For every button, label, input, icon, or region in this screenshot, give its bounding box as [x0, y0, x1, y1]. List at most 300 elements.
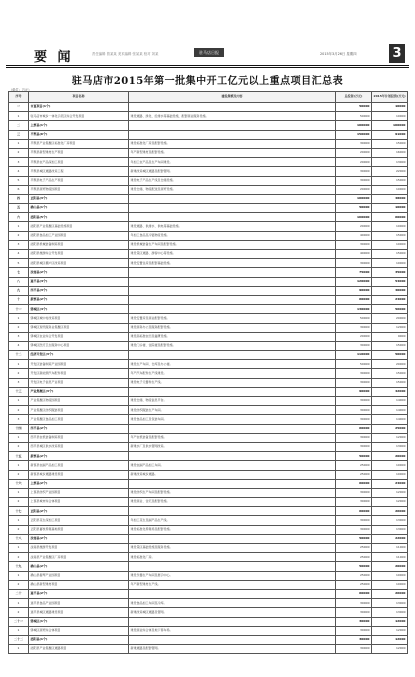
total-investment: 30000: [336, 397, 372, 406]
row-number: 1: [9, 461, 29, 470]
project-content: [129, 452, 336, 461]
total-investment: 90000: [336, 286, 372, 295]
project-content: 新建水厂及供水管网改造。: [129, 442, 336, 451]
project-content: [129, 103, 336, 112]
total-investment: 25000: [336, 544, 372, 553]
table-row: [9, 360, 408, 369]
project-content: [129, 507, 336, 516]
row-number: 2: [9, 498, 29, 507]
subtotal-row: [9, 121, 408, 130]
row-number: 6: [9, 185, 29, 194]
planned-investment: 11000: [372, 553, 408, 562]
row-number: 1: [9, 645, 29, 654]
project-content: 新建道路及配套管网。: [129, 645, 336, 654]
subtotal-row: [9, 589, 408, 598]
table-row: [9, 369, 408, 378]
project-name: 汝南县(2个): [29, 268, 129, 277]
row-number: 十五: [9, 452, 29, 461]
total-investment: 30000: [336, 167, 372, 176]
row-number: 3: [9, 158, 29, 167]
total-investment: 50000: [336, 534, 372, 543]
row-number: 2: [9, 442, 29, 451]
subtotal-row: [9, 424, 408, 433]
table-row: [9, 112, 408, 121]
project-content: [129, 635, 336, 644]
total-investment: 30000: [336, 341, 372, 350]
table-row: [9, 240, 408, 249]
row-number: 4: [9, 167, 29, 176]
project-name: 西平县(3个): [29, 286, 129, 295]
table-row: [9, 553, 408, 562]
planned-investment: 40000: [372, 286, 408, 295]
total-investment: 30000: [336, 635, 372, 644]
project-name: 确山县提琴产业园项目: [29, 571, 129, 580]
row-number: 1: [9, 571, 29, 580]
row-number: 2: [9, 553, 29, 562]
row-number: 一: [9, 103, 29, 112]
project-content: [129, 534, 336, 543]
planned-investment: 20000: [372, 452, 408, 461]
row-number: 十: [9, 295, 29, 304]
page-number: 3: [389, 44, 405, 63]
planned-investment: 15000: [372, 176, 408, 185]
row-number: 十九: [9, 562, 29, 571]
project-name: 正阳县畜牧养殖基地项目: [29, 525, 129, 534]
project-content: 建设农副产品加工车间。: [129, 461, 336, 470]
project-content: 建设安置住房及配套基础设施。: [129, 259, 336, 268]
total-investment: 110000: [336, 351, 372, 360]
row-number: 二十二: [9, 635, 29, 644]
planned-investment: 24000: [372, 479, 408, 488]
project-content: 建设电子产品生产线及仓储设施。: [129, 176, 336, 185]
table-row: [9, 608, 408, 617]
project-name: 平舆县城区道路改造工程: [29, 167, 129, 176]
row-number: 2: [9, 406, 29, 415]
project-name: 驿城区商贸综合体项目: [29, 626, 129, 635]
total-investment: 40000: [336, 231, 372, 240]
subtotal-row: [9, 286, 408, 295]
planned-investment: 12000: [372, 617, 408, 626]
section-title: 要 闻: [34, 50, 74, 65]
project-name: 平舆县农产品深加工项目: [29, 158, 129, 167]
subtotal-row: [9, 534, 408, 543]
table-row: [9, 525, 408, 534]
table-row: [9, 488, 408, 497]
subtotal-row: [9, 387, 408, 396]
total-investment: 30000: [336, 176, 372, 185]
project-content: [129, 277, 336, 286]
project-content: 年产新型建材及配套设施。: [129, 148, 336, 157]
row-number: 二十一: [9, 617, 29, 626]
total-investment: 50000: [336, 204, 372, 213]
project-content: [129, 424, 336, 433]
row-number: 五: [9, 204, 29, 213]
col-header-total: 总投资(万元): [336, 92, 372, 103]
project-name: 正阳县(3个): [29, 194, 129, 203]
planned-investment: 48000: [372, 194, 408, 203]
planned-investment: 10000: [372, 222, 408, 231]
row-number: 1: [9, 516, 29, 525]
row-number: 六: [9, 213, 29, 222]
row-number: 十八: [9, 534, 29, 543]
total-investment: 25000: [336, 470, 372, 479]
total-investment: 30000: [336, 323, 372, 332]
planned-investment: 12000: [372, 626, 408, 635]
project-content: 建设高标准农田及灌溉设施。: [129, 332, 336, 341]
row-number: 2: [9, 148, 29, 157]
row-number: 2: [9, 580, 29, 589]
planned-investment: 60000: [372, 213, 408, 222]
planned-investment: 22000: [372, 167, 408, 176]
planned-investment: 13000: [372, 442, 408, 451]
page-header: [0, 43, 415, 65]
planned-investment: 13000: [372, 516, 408, 525]
planned-investment: 91000: [372, 130, 408, 139]
row-number: 1: [9, 222, 29, 231]
total-investment: 20000: [336, 332, 372, 341]
total-investment: 60000: [336, 589, 372, 598]
row-number: 十七: [9, 507, 29, 516]
row-number: 3: [9, 415, 29, 424]
total-investment: 90000: [336, 387, 372, 396]
project-content: 年产农机装备及配套设施。: [129, 433, 336, 442]
table-row: [9, 433, 408, 442]
table-row: [9, 580, 408, 589]
total-investment: 30000: [336, 433, 372, 442]
project-name: 平舆县(6个): [29, 130, 129, 139]
total-investment: 30000: [336, 139, 372, 148]
project-name: 确山县(2个): [29, 562, 129, 571]
project-content: [129, 479, 336, 488]
row-number: 3: [9, 240, 29, 249]
project-name: 驿城区现代服务业集聚区项目: [29, 323, 129, 332]
col-header-name: 项目名称: [29, 92, 129, 103]
row-number: 七: [9, 268, 29, 277]
total-investment: 20000: [336, 222, 372, 231]
project-content: 建设景区基础设施及服务设施。: [129, 544, 336, 553]
table-row: [9, 341, 408, 350]
project-name: 上蔡县(1个): [29, 121, 129, 130]
row-number: 1: [9, 139, 29, 148]
project-content: 新建改造城乡道路。: [129, 470, 336, 479]
planned-investment: 13000: [372, 158, 408, 167]
project-content: [129, 286, 336, 295]
total-investment: 30000: [336, 626, 372, 635]
project-name: 汝南县(2个): [29, 534, 129, 543]
planned-investment: 15000: [372, 231, 408, 240]
planned-investment: 20000: [372, 360, 408, 369]
header-rule: [6, 65, 409, 66]
total-investment: 25000: [336, 580, 372, 589]
total-investment: 60000: [336, 424, 372, 433]
project-name: 平舆县商贸物流园项目: [29, 185, 129, 194]
table-row: [9, 332, 408, 341]
table-row: [9, 442, 408, 451]
row-number: 2: [9, 470, 29, 479]
table-row: [9, 222, 408, 231]
total-investment: 25000: [336, 461, 372, 470]
table-row: [9, 185, 408, 194]
project-content: 年加工农产品及生产车间建设。: [129, 158, 336, 167]
table-row: [9, 378, 408, 387]
subtotal-row: [9, 103, 408, 112]
project-content: 建设道路、供排水、供电等基础设施。: [129, 222, 336, 231]
row-number: 2: [9, 369, 29, 378]
project-name: 产业集聚区纺织服装项目: [29, 406, 129, 415]
project-content: 建设仓储、物流信息平台。: [129, 397, 336, 406]
row-number: 1: [9, 360, 29, 369]
planned-investment: 20000: [372, 562, 408, 571]
total-investment: 30000: [336, 645, 372, 654]
project-content: 建设景区道路、游客中心等设施。: [129, 250, 336, 259]
planned-investment: 10000: [372, 204, 408, 213]
total-investment: 30000: [336, 599, 372, 608]
total-investment: 60000: [336, 479, 372, 488]
project-name: 汝南县产业集聚区厂房项目: [29, 553, 129, 562]
project-name: 确山县新型建材项目: [29, 580, 129, 589]
planned-investment: 14000: [372, 397, 408, 406]
document-title: 驻马店市2015年第一批集中开工亿元以上重点项目汇总表: [71, 76, 344, 87]
table-row: [9, 599, 408, 608]
total-investment: 50000: [336, 112, 372, 121]
total-investment: 100000: [336, 121, 372, 130]
table-row: [9, 259, 408, 268]
table-body: [9, 103, 408, 654]
row-number: 1: [9, 544, 29, 553]
planned-investment: 42000: [372, 387, 408, 396]
planned-investment: 12000: [372, 498, 408, 507]
project-content: 年产汽车配件生产线建设。: [129, 369, 336, 378]
row-number: 1: [9, 112, 29, 121]
planned-investment: 26000: [372, 589, 408, 598]
total-investment: 30000: [336, 442, 372, 451]
planned-investment: 10000: [372, 580, 408, 589]
planned-investment: 56000: [372, 305, 408, 314]
table-row: [9, 176, 408, 185]
row-number: 十四: [9, 424, 29, 433]
project-content: 建设门诊楼、住院楼及配套设施。: [129, 341, 336, 350]
total-investment: 25000: [336, 571, 372, 580]
project-content: [129, 268, 336, 277]
project-content: 建设安置房及商业配套设施。: [129, 314, 336, 323]
total-investment: 30000: [336, 406, 372, 415]
planned-investment: 12000: [372, 433, 408, 442]
row-number: 4: [9, 250, 29, 259]
project-content: [129, 351, 336, 360]
project-content: 年产新型建材生产线。: [129, 580, 336, 589]
project-name: 产业集聚区物流园项目: [29, 397, 129, 406]
table-row: [9, 626, 408, 635]
total-investment: 20000: [336, 158, 372, 167]
planned-investment: 12000: [372, 323, 408, 332]
project-content: 年加工花生及副产品生产线。: [129, 516, 336, 525]
planned-investment: 10000: [372, 461, 408, 470]
row-number: 十六: [9, 479, 29, 488]
col-header-plan: 2015年计划投资(万元): [372, 92, 408, 103]
col-header-number: 序号: [9, 92, 29, 103]
project-name: 泌阳县(1个): [29, 635, 129, 644]
project-content: [129, 204, 336, 213]
planned-investment: 24000: [372, 295, 408, 304]
table-row: [9, 250, 408, 259]
project-name: 驿城区城中村改造项目: [29, 314, 129, 323]
total-investment: 30000: [336, 378, 372, 387]
project-table: [8, 91, 408, 654]
planned-investment: 13000: [372, 599, 408, 608]
row-number: 1: [9, 433, 29, 442]
project-name: 西平县农机装备制造项目: [29, 433, 129, 442]
project-name: 驿城区农业综合开发项目: [29, 332, 129, 341]
total-investment: 25000: [336, 553, 372, 562]
table-row: [9, 231, 408, 240]
planned-investment: 20000: [372, 314, 408, 323]
project-name: 平舆县产业集聚区标准化厂房项目: [29, 139, 129, 148]
table-row: [9, 158, 408, 167]
project-name: 市直项目(1个): [29, 103, 129, 112]
table-row: [9, 415, 408, 424]
project-name: 开发区新能源汽车配件项目: [29, 369, 129, 378]
project-content: 建设商业、住宅及配套设施。: [129, 498, 336, 507]
planned-investment: 13000: [372, 525, 408, 534]
planned-investment: 10000: [372, 240, 408, 249]
planned-investment: 11000: [372, 544, 408, 553]
row-number: 八: [9, 277, 29, 286]
subtotal-row: [9, 635, 408, 644]
project-name: 遂平县(2个): [29, 589, 129, 598]
unit-label: （单位：万元）: [9, 88, 32, 92]
total-investment: 20000: [336, 185, 372, 194]
project-name: 正阳县(2个): [29, 507, 129, 516]
project-content: [129, 305, 336, 314]
planned-investment: 10000: [372, 112, 408, 121]
total-investment: 130000: [336, 305, 372, 314]
planned-investment: 26000: [372, 507, 408, 516]
planned-investment: 10000: [372, 259, 408, 268]
planned-investment: 14000: [372, 406, 408, 415]
project-name: 平舆县电子产品生产项目: [29, 176, 129, 185]
total-investment: 30000: [336, 369, 372, 378]
project-content: 建设商业综合体及地下停车场。: [129, 626, 336, 635]
project-content: 年加工食品及冷链物流设施。: [129, 231, 336, 240]
table-row: [9, 397, 408, 406]
project-name: 驿城区医疗卫生服务中心项目: [29, 341, 129, 350]
total-investment: 150000: [336, 130, 372, 139]
table-header-row: [9, 92, 408, 103]
project-content: 建设机械装备生产车间及配套设施。: [129, 240, 336, 249]
project-content: [129, 295, 336, 304]
project-content: 建设纺织服装生产车间。: [129, 406, 336, 415]
total-investment: 50000: [336, 562, 372, 571]
project-name: 新蔡县农副产品加工项目: [29, 461, 129, 470]
subtotal-row: [9, 305, 408, 314]
planned-investment: 15000: [372, 341, 408, 350]
project-name: 产业集聚区(3个): [29, 387, 129, 396]
row-number: 5: [9, 259, 29, 268]
subtotal-row: [9, 479, 408, 488]
row-number: 三: [9, 130, 29, 139]
header-rule-thin: [6, 67, 409, 68]
row-number: 1: [9, 599, 29, 608]
subtotal-row: [9, 194, 408, 203]
planned-investment: 12000: [372, 635, 408, 644]
subtotal-row: [9, 295, 408, 304]
subtotal-row: [9, 204, 408, 213]
planned-investment: 15000: [372, 378, 408, 387]
planned-investment: 50000: [372, 351, 408, 360]
project-name: 新蔡县(2个): [29, 295, 129, 304]
project-name: 泌阳县(5个): [29, 213, 129, 222]
project-name: 泌阳县城区棚户区改造项目: [29, 259, 129, 268]
project-content: 建设食品加工及包装车间。: [129, 415, 336, 424]
subtotal-row: [9, 130, 408, 139]
row-number: 二: [9, 121, 29, 130]
project-content: 新建改造城区道路及配套管网。: [129, 167, 336, 176]
project-content: [129, 121, 336, 130]
issue-date: 2015年3月26日 星期四: [320, 52, 357, 56]
project-content: 新建改造城区道路及管网。: [129, 608, 336, 617]
project-content: 建设生产车间、仓库及办公楼。: [129, 360, 336, 369]
row-number: 二十: [9, 589, 29, 598]
table-row: [9, 323, 408, 332]
table-row: [9, 167, 408, 176]
row-number: 2: [9, 231, 29, 240]
total-investment: 50000: [336, 314, 372, 323]
planned-investment: 10000: [372, 103, 408, 112]
project-name: 汝南县旅游开发项目: [29, 544, 129, 553]
subtotal-row: [9, 277, 408, 286]
total-investment: 30000: [336, 516, 372, 525]
row-number: 5: [9, 176, 29, 185]
total-investment: 30000: [336, 608, 372, 617]
planned-investment: 54000: [372, 277, 408, 286]
planned-investment: 13000: [372, 608, 408, 617]
row-number: 2: [9, 323, 29, 332]
row-number: 1: [9, 397, 29, 406]
table-row: [9, 645, 408, 654]
project-name: 上蔡县纺织产业园项目: [29, 488, 129, 497]
subtotal-row: [9, 617, 408, 626]
planned-investment: 12000: [372, 645, 408, 654]
project-name: 上蔡县城市综合体项目: [29, 498, 129, 507]
project-content: 建设食品加工车间及冷库。: [129, 599, 336, 608]
planned-investment: 100000: [372, 121, 408, 130]
planned-investment: 15000: [372, 139, 408, 148]
project-content: 建设纺织生产车间及配套设施。: [129, 488, 336, 497]
total-investment: 30000: [336, 498, 372, 507]
newspaper-logo: 驻马店日报: [194, 48, 224, 57]
project-name: 驿城区(1个): [29, 617, 129, 626]
total-investment: 30000: [336, 240, 372, 249]
subtotal-row: [9, 268, 408, 277]
total-investment: 50000: [336, 452, 372, 461]
subtotal-row: [9, 507, 408, 516]
planned-investment: 15000: [372, 369, 408, 378]
total-investment: 50000: [336, 103, 372, 112]
row-number: 九: [9, 286, 29, 295]
project-name: 新蔡县(2个): [29, 452, 129, 461]
project-name: 驻马店市城乡一体化示范区综合开发项目: [29, 112, 129, 121]
project-content: 建设标准化厂房。: [129, 553, 336, 562]
project-name: 新蔡县城乡道路建设项目: [29, 470, 129, 479]
project-name: 正阳县花生深加工项目: [29, 516, 129, 525]
project-name: 泌阳县产业集聚区基础设施项目: [29, 222, 129, 231]
project-content: 建设电子元器件生产线。: [129, 378, 336, 387]
project-name: 泌阳县旅游综合开发项目: [29, 250, 129, 259]
project-name: 泌阳县产业集聚区道路项目: [29, 645, 129, 654]
table-row: [9, 461, 408, 470]
total-investment: 40000: [336, 250, 372, 259]
planned-investment: 35000: [372, 268, 408, 277]
